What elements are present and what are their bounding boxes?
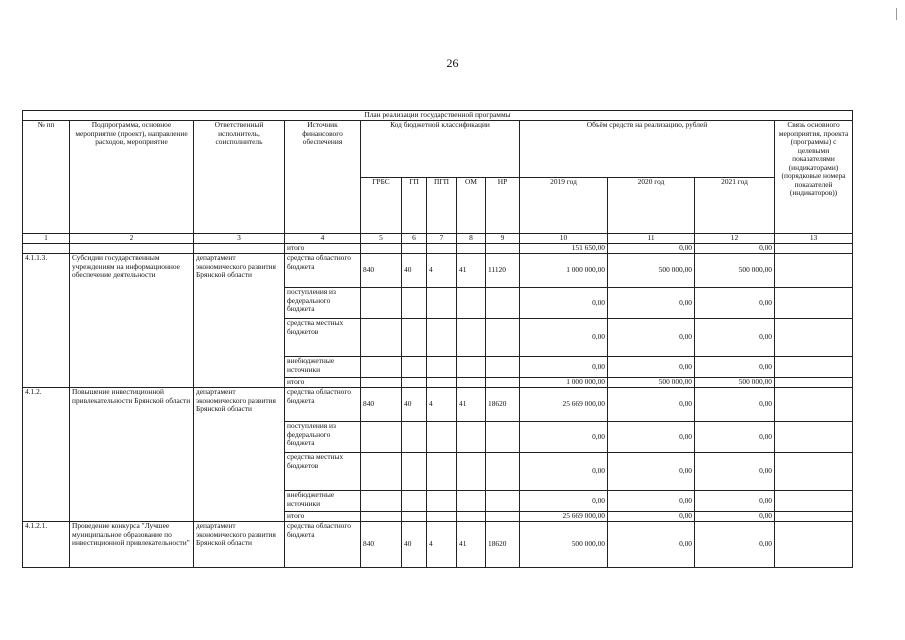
total-label: итого (285, 512, 361, 522)
value-2020: 0,00 (608, 453, 695, 491)
value-2020: 0,00 (608, 522, 695, 568)
value-2019: 0,00 (520, 288, 608, 319)
column-number: 8 (457, 234, 486, 244)
code-om: 41 (457, 522, 486, 568)
code-om: 41 (457, 388, 486, 422)
total-2019: 25 669 000,00 (520, 512, 608, 522)
value-2021: 0,00 (695, 522, 775, 568)
column-number: 4 (285, 234, 361, 244)
header-budget-code: Код бюджетной классификации (361, 121, 520, 178)
item-name: Субсидии государственным учреждениям на информационное обеспечение деятельности (70, 254, 194, 388)
header-source: Источник финансового обеспечения (285, 121, 361, 234)
code-nr: 18620 (486, 388, 520, 422)
page-edge-mark (896, 8, 897, 20)
total-2021: 500 000,00 (695, 378, 775, 388)
value-2019: 0,00 (520, 422, 608, 453)
value-2021: 500 000,00 (695, 254, 775, 288)
implementation-plan-table (22, 110, 853, 568)
column-number: 12 (695, 234, 775, 244)
table-row (23, 244, 853, 254)
value-2019: 0,00 (520, 319, 608, 357)
value-2020: 0,00 (608, 491, 695, 512)
code-pgp: 4 (427, 388, 457, 422)
header-pgp: ПГП (427, 177, 457, 234)
source-label: поступления из федерального бюджета (285, 422, 361, 453)
item-number: 4.1.1.3. (23, 254, 70, 388)
header-2020: 2020 год (608, 177, 695, 234)
total-2021: 0,00 (695, 244, 775, 254)
code-pgp: 4 (427, 522, 457, 568)
total-2020: 0,00 (608, 244, 695, 254)
table-row (23, 522, 853, 568)
source-label: поступления из федерального бюджета (285, 288, 361, 319)
item-name: Повышение инвестиционной привлекательности Брянской области (70, 388, 194, 522)
total-label: итого (285, 244, 361, 254)
value-2021: 0,00 (695, 453, 775, 491)
column-number: 6 (402, 234, 427, 244)
source-label: средства местных бюджетов (285, 453, 361, 491)
source-label: средства местных бюджетов (285, 319, 361, 357)
value-2019: 0,00 (520, 453, 608, 491)
code-gp: 40 (402, 522, 427, 568)
value-2021: 0,00 (695, 491, 775, 512)
code-nr: 11120 (486, 254, 520, 288)
column-number: 1 (23, 234, 70, 244)
value-2021: 0,00 (695, 319, 775, 357)
table-row (23, 388, 853, 422)
value-2021: 0,00 (695, 288, 775, 319)
column-number: 10 (520, 234, 608, 244)
item-executor: департамент экономического развития Брянской области (194, 388, 285, 522)
value-2020: 0,00 (608, 357, 695, 378)
header-gp: ГП (402, 177, 427, 234)
value-2020: 0,00 (608, 319, 695, 357)
code-grbs: 840 (361, 388, 402, 422)
code-grbs: 840 (361, 522, 402, 568)
column-number: 11 (608, 234, 695, 244)
header-link: Связь основного мероприятия, проекта (программы) с целевыми показателями (индикаторами) (порядковые номера показателей (индикаторов)) (775, 121, 853, 234)
total-label: итого (285, 378, 361, 388)
code-grbs: 840 (361, 254, 402, 288)
value-2021: 0,00 (695, 422, 775, 453)
total-2021: 0,00 (695, 512, 775, 522)
code-gp: 40 (402, 388, 427, 422)
column-number: 5 (361, 234, 402, 244)
table-banner: План реализации государственной программы (23, 111, 853, 121)
total-2020: 500 000,00 (608, 378, 695, 388)
header-grbs: ГРБС (361, 177, 402, 234)
value-2019: 25 669 000,00 (520, 388, 608, 422)
header-subprogram: Подпрограмма, основное мероприятие (проект), направление расходов, мероприятие (70, 121, 194, 234)
column-number-row (23, 234, 853, 244)
source-label: внебюджетные источники (285, 491, 361, 512)
header-nr: НР (486, 177, 520, 234)
header-executor: Ответственный исполнитель, соисполнитель (194, 121, 285, 234)
item-executor: департамент экономического развития Брянской области (194, 254, 285, 388)
column-number: 3 (194, 234, 285, 244)
column-number: 2 (70, 234, 194, 244)
value-2020: 0,00 (608, 422, 695, 453)
value-2020: 0,00 (608, 288, 695, 319)
code-gp: 40 (402, 254, 427, 288)
source-label: внебюджетные источники (285, 357, 361, 378)
code-pgp: 4 (427, 254, 457, 288)
item-number: 4.1.2. (23, 388, 70, 522)
value-2021: 0,00 (695, 357, 775, 378)
value-2019: 500 000,00 (520, 522, 608, 568)
code-nr: 18620 (486, 522, 520, 568)
source-label: средства областного бюджета (285, 254, 361, 288)
code-om: 41 (457, 254, 486, 288)
value-2021: 0,00 (695, 388, 775, 422)
total-2019: 1 000 000,00 (520, 378, 608, 388)
header-num: № пп (23, 121, 70, 234)
column-number: 7 (427, 234, 457, 244)
source-label: средства областного бюджета (285, 388, 361, 422)
item-executor: департамент экономического развития Брянской области (194, 522, 285, 568)
value-2019: 0,00 (520, 357, 608, 378)
header-volume: Объём средств на реализацию, рублей (520, 121, 775, 178)
value-2019: 1 000 000,00 (520, 254, 608, 288)
value-2020: 0,00 (608, 388, 695, 422)
column-number: 9 (486, 234, 520, 244)
total-2020: 0,00 (608, 512, 695, 522)
item-name: Проведение конкурса "Лучшее муниципальное образование по инвестиционной привлекательности" (70, 522, 194, 568)
total-2019: 151 650,00 (520, 244, 608, 254)
page-number: 26 (446, 56, 459, 70)
column-number: 13 (775, 234, 853, 244)
table-row (23, 254, 853, 288)
value-2019: 0,00 (520, 491, 608, 512)
value-2020: 500 000,00 (608, 254, 695, 288)
header-2019: 2019 год (520, 177, 608, 234)
header-2021: 2021 год (695, 177, 775, 234)
source-label: средства областного бюджета (285, 522, 361, 568)
header-om: ОМ (457, 177, 486, 234)
item-number: 4.1.2.1. (23, 522, 70, 568)
